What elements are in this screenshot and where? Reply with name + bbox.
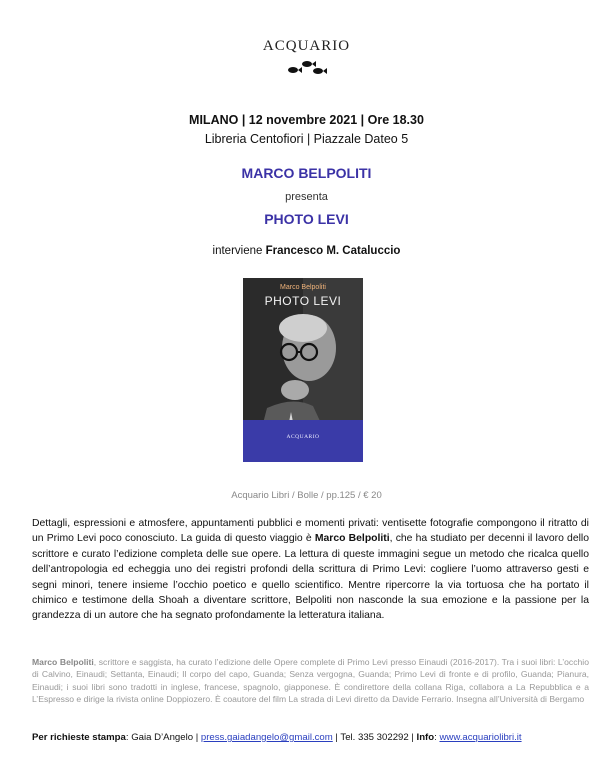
press-label: Per richieste stampa xyxy=(32,732,126,743)
logo-text: ACQUARIO xyxy=(262,38,351,54)
description-paragraph xyxy=(32,516,589,624)
event-venue: Libreria Centofiori | Piazzale Dateo 5 xyxy=(204,132,409,146)
cover-publisher-logo: ACQUARIO xyxy=(286,434,320,440)
cover-title: PHOTO LEVI xyxy=(264,294,342,308)
bio-text: , scrittore e saggista, ha curato l’edizione delle Opere complete di Primo Levi presso Einaudi (2016-2017). Tra i suoi libri: L’occhio di Calvino, Einaudi; Settanta, Einaudi; Il corpo del capo, Guanda; Senza vergogna, Guanda; Primo Levi di fronte e di profilo, Guanda; Pianura, Einaudi; i suoi libri sono tradotti in inglese, francese, spagnolo, giapponese. È condirettore della collana Riga, collabora a La Repubblica e a L’Espresso e dirige la rivista online Doppiozero. È coautore del film La strada di Levi diretto da Davide Ferrario. Insegna all’Università di Bergamo xyxy=(32,657,589,705)
event-author: MARCO BELPOLITI xyxy=(241,165,372,181)
interviene-name: Francesco M. Cataluccio xyxy=(265,245,401,257)
body-part2: , che ha studiato per decenni il lavoro dello scrittore e curato l’edizione completa delle sue opere. La lettura di queste immagini segue un metodo che ricalca quello dell’antropologia ed echeggia uno dei registri profondi della scrittura di Primo Levi: cogliere l’uomo attraverso gesti e segni minori, tenere insieme l’occhio poetico e quello scientifico. Mentre ripercorre la via tortuosa che ha portato il chimico e testimone della Shoah a diventare scrittore, Belpoliti non nasconde la sua emozione e la passione per la grandezza di un autore che ha segnato profondamente la letteratura italiana. xyxy=(32,533,589,622)
book-caption: Acquario Libri / Bolle / pp.125 / € 20 xyxy=(231,490,382,501)
publisher-logo xyxy=(0,38,613,75)
cover-author: Marco Belpoliti xyxy=(280,284,326,291)
cover-band xyxy=(243,420,363,462)
fish-logo-icon xyxy=(285,59,329,75)
event-date: MILANO | 12 novembre 2021 | Ore 18.30 xyxy=(189,113,424,127)
press-email-link[interactable]: press.gaiadangelo@gmail.com xyxy=(200,732,333,743)
book-title: PHOTO LEVI xyxy=(264,211,349,227)
interviene-prefix: interviene xyxy=(212,245,263,257)
book-cover xyxy=(243,278,363,462)
website-link[interactable]: www.acquariolibri.it xyxy=(439,732,522,743)
press-contact: : Gaia D’Angelo | xyxy=(125,732,201,743)
bio-bold-name: Marco Belpoliti xyxy=(32,657,94,667)
info-sep: : xyxy=(434,732,440,743)
author-bio xyxy=(32,656,589,706)
press-contact-footer xyxy=(32,732,589,743)
info-label: Info xyxy=(416,732,435,743)
interviene-line xyxy=(0,245,613,257)
body-bold-name: Marco Belpoliti xyxy=(314,533,390,545)
presenta-label: presenta xyxy=(285,191,328,203)
body-part1: Dettagli, espressioni e atmosfere, appuntamenti pubblici e momenti privati: ventisette fotografie compongono il ritratto di un Primo Levi poco conosciuto. La guida di questo viaggio è xyxy=(32,518,589,545)
press-tel: | Tel. 335 302292 | xyxy=(332,732,417,743)
